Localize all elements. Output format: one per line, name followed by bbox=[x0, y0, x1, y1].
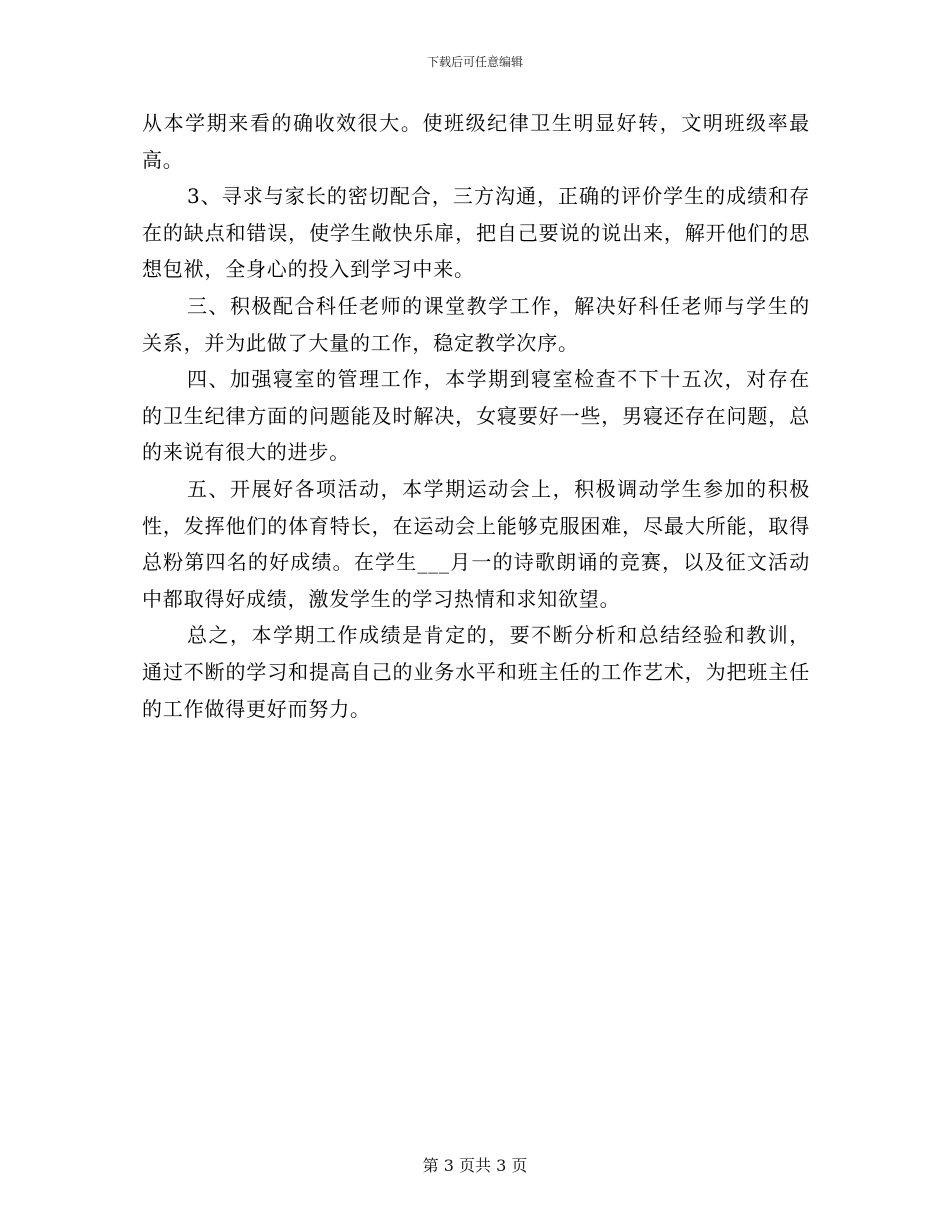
paragraph-1: 从本学期来看的确收效很大。使班级纪律卫生明显好转，文明班级率最高。 bbox=[142, 111, 810, 172]
paragraph-6: 总之，本学期工作成绩是肯定的，要不断分析和总结经验和教训，通过不断的学习和提高自己的业务水平和班主任的工作艺术，为把班主任的工作做得更好而努力。 bbox=[142, 623, 810, 721]
page-footer: 第 3 页共 3 页 bbox=[422, 1156, 528, 1175]
document-body bbox=[142, 105, 810, 727]
paragraph-5: 五、开展好各项活动，本学期运动会上，积极调动学生参加的积极性，发挥他们的体育特长，在运动会上能够克服困难，尽最大所能，取得总粉第四名的好成绩。在学生___月一的诗歌朗诵的竞赛，以及征文活动中都取得好成绩，激发学生的学习热情和求知欲望。 bbox=[142, 476, 810, 611]
page-header: 下载后可任意编辑 bbox=[426, 55, 523, 69]
paragraph-3: 三、积极配合科任老师的课堂教学工作，解决好科任老师与学生的关系，并为此做了大量的工作，稳定教学次序。 bbox=[142, 293, 810, 355]
paragraph-2: 3、寻求与家长的密切配合，三方沟通，正确的评价学生的成绩和存在的缺点和错误，使学生敞快乐扉，把自己要说的说出来，解开他们的思想包袱，全身心的投入到学习中来。 bbox=[142, 184, 810, 282]
paragraph-4: 四、加强寝室的管理工作，本学期到寝室检查不下十五次，对存在的卫生纪律方面的问题能及时解决，女寝要好一些，男寝还存在问题，总的来说有很大的进步。 bbox=[142, 367, 810, 465]
